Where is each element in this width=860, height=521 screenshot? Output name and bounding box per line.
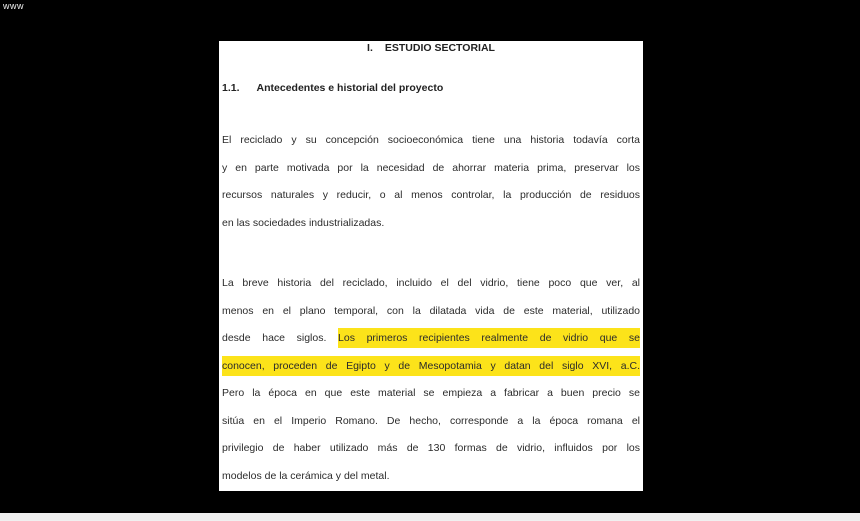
text-line	[222, 435, 640, 463]
paragraph-2	[222, 270, 640, 490]
text-segment: sitúa en el Imperio Romano. De hecho, corresponde a la época romana el	[222, 414, 640, 427]
section-heading-title: ESTUDIO SECTORIAL	[384, 42, 495, 54]
text-line	[222, 463, 640, 491]
text-line	[222, 380, 640, 408]
text-segment: Pero la época en que este material se empieza a fabricar a buen precio se	[222, 387, 640, 399]
text-line	[222, 155, 640, 183]
text-line	[222, 408, 640, 436]
subsection-heading-numeral: 1.1.	[222, 82, 240, 94]
section-heading	[219, 42, 643, 55]
text-line	[222, 325, 640, 353]
section-heading-numeral: I.	[367, 42, 373, 54]
subsection-heading	[222, 81, 640, 95]
text-segment: privilegio de haber utilizado más de 130 formas de vidrio, influidos por los	[222, 442, 640, 454]
text-segment: La breve historia del reciclado, incluido el del vidrio, tiene poco que ver, al	[222, 277, 640, 289]
text-segment: El reciclado y su concepción socioeconómica tiene una historia todavía corta	[222, 134, 640, 146]
subsection-heading-title: Antecedentes e historial del proyecto	[256, 82, 444, 94]
highlighted-text: conocen, proceden de Egipto y de Mesopotamia y datan del siglo XVI, a.C.	[222, 356, 640, 376]
text-segment: desde hace siglos.	[222, 332, 339, 344]
text-segment: en las sociedades industrializadas.	[222, 216, 385, 229]
text-segment: menos en el plano temporal, con la dilatada vida de este material, utilizado	[222, 304, 640, 317]
text-line	[222, 353, 640, 381]
watermark-www-text: www	[3, 1, 24, 11]
text-line	[222, 298, 640, 326]
document-page	[219, 41, 643, 491]
text-segment: y en parte motivada por la necesidad de ahorrar materia prima, preservar los	[222, 161, 640, 174]
text-line	[222, 182, 640, 210]
paragraph-1	[222, 127, 640, 237]
text-segment: modelos de la cerámica y del metal.	[222, 469, 390, 482]
text-line	[222, 210, 640, 238]
highlighted-text: Los primeros recipientes realmente de vidrio que se	[338, 328, 640, 348]
watermark-strip	[0, 513, 860, 521]
text-segment: recursos naturales y reducir, o al menos controlar, la producción de residuos	[222, 189, 640, 201]
text-line	[222, 270, 640, 298]
text-line	[222, 127, 640, 155]
